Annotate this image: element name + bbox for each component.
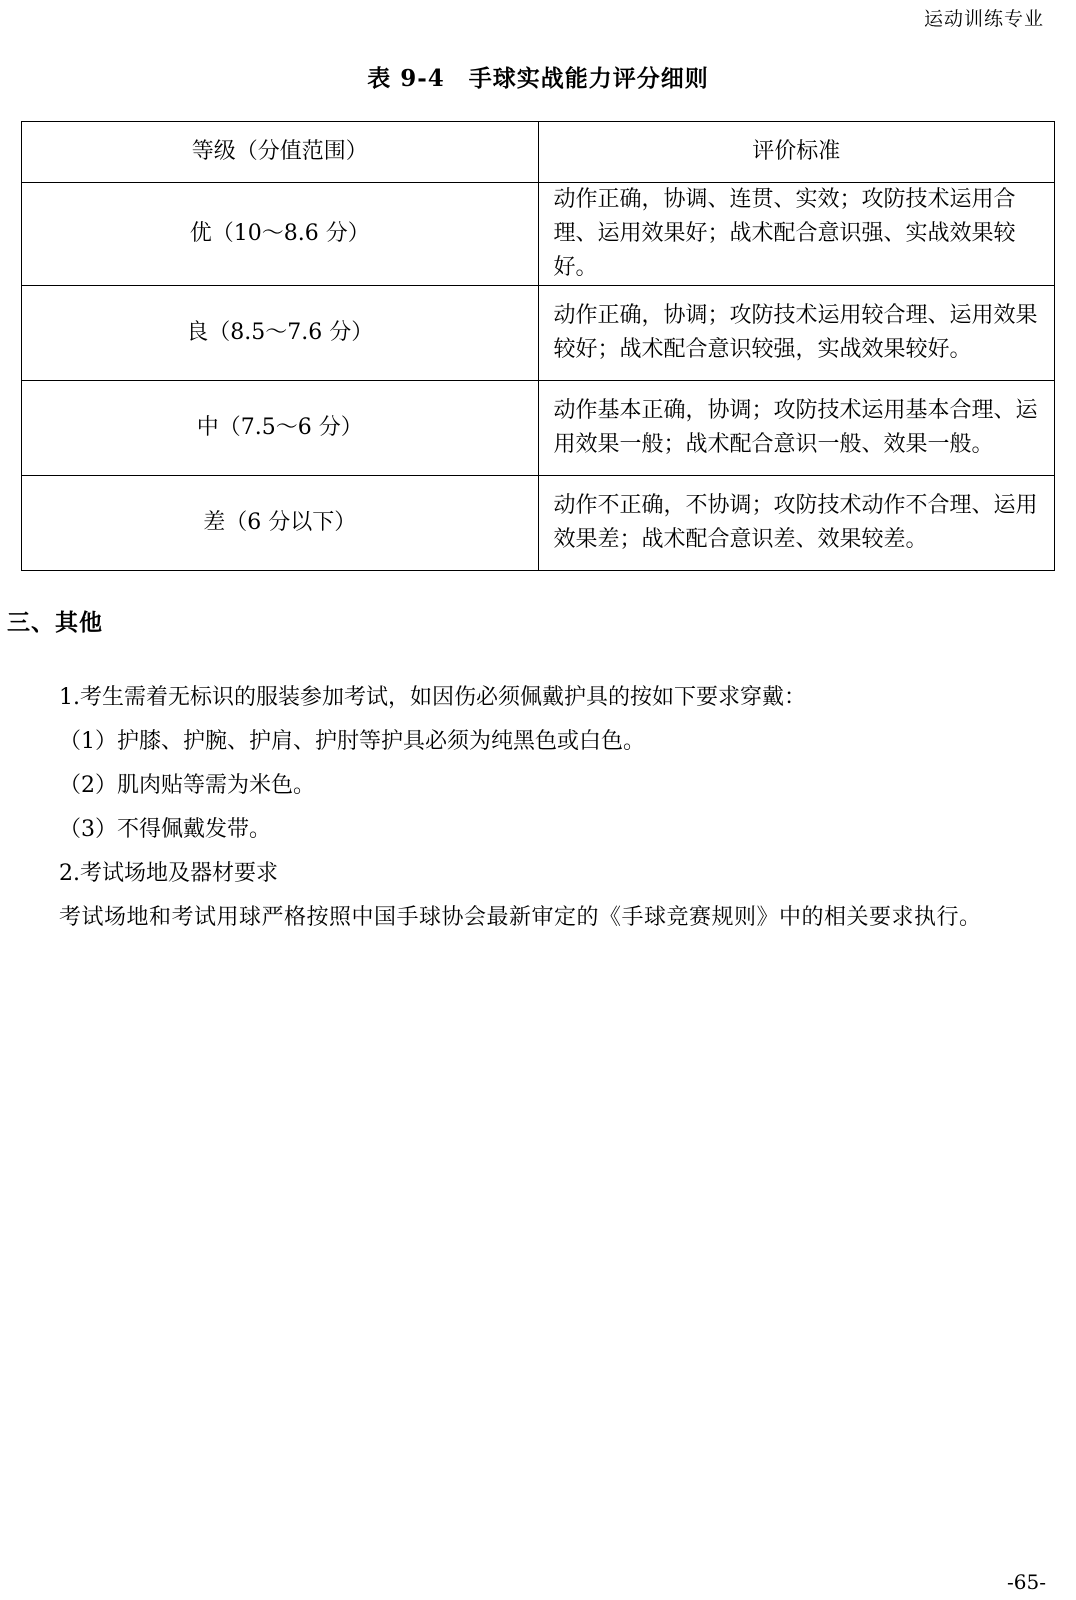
level-cell: 优（10～8.6 分） (22, 183, 539, 286)
page-number: -65- (1007, 1570, 1046, 1594)
criteria-cell: 动作正确，协调、连贯、实效；攻防技术运用合理、运用效果好；战术配合意识强、实战效果较好。 (538, 183, 1055, 286)
column-header-level: 等级（分值范围） (22, 122, 539, 183)
table-row (22, 183, 1055, 286)
level-cell: 良（8.5～7.6 分） (22, 286, 539, 381)
level-cell: 中（7.5～6 分） (22, 381, 539, 476)
paragraph-attire: 1.考生需着无标识的服装参加考试，如因伤必须佩戴护具的按如下要求穿戴： (59, 685, 806, 710)
level-cell: 差（6 分以下） (22, 476, 539, 571)
column-header-criteria: 评价标准 (538, 122, 1055, 183)
table-header-row (22, 122, 1055, 183)
paragraph-kinesio-tape: （2）肌肉贴等需为米色。 (59, 773, 315, 798)
scoring-table (21, 121, 1055, 571)
table-row (22, 476, 1055, 571)
table-title: 表 9-4 手球实战能力评分细则 (367, 65, 709, 92)
paragraph-protective-gear: （1）护膝、护腕、护肩、护肘等护具必须为纯黑色或白色。 (59, 729, 645, 754)
running-header: 运动训练专业 (923, 8, 1044, 30)
criteria-cell: 动作基本正确，协调；攻防技术运用基本合理、运用效果一般；战术配合意识一般、效果一般。 (538, 381, 1055, 476)
paragraph-venue-heading: 2.考试场地及器材要求 (59, 861, 278, 886)
criteria-cell: 动作不正确，不协调；攻防技术动作不合理、运用效果差；战术配合意识差、效果较差。 (538, 476, 1055, 571)
table-row (22, 381, 1055, 476)
paragraph-venue-rules: 考试场地和考试用球严格按照中国手球协会最新审定的《手球竞赛规则》中的相关要求执行。 (59, 905, 982, 930)
criteria-cell: 动作正确，协调；攻防技术运用较合理、运用效果较好；战术配合意识较强，实战效果较好。 (538, 286, 1055, 381)
paragraph-headband: （3）不得佩戴发带。 (59, 817, 271, 842)
section-heading: 三、其他 (7, 609, 103, 636)
table-row (22, 286, 1055, 381)
